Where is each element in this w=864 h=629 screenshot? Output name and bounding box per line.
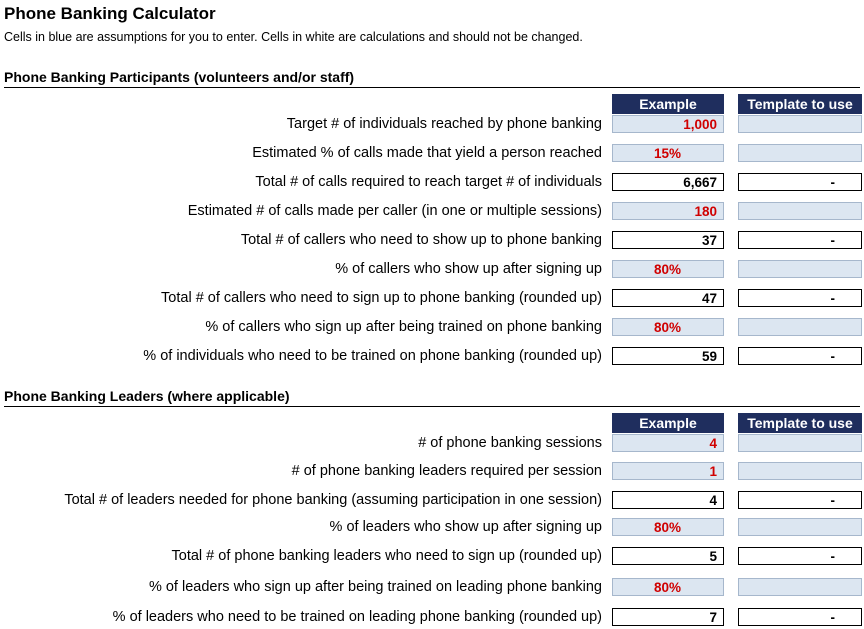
template-calc-cell: -: [738, 231, 862, 249]
template-input-cell[interactable]: [738, 260, 862, 278]
row-label: % of leaders who sign up after being trained on leading phone banking: [148, 579, 602, 595]
example-column-header: Example: [612, 413, 724, 433]
template-calc-cell: -: [738, 289, 862, 307]
example-input-cell[interactable]: 80%: [612, 260, 724, 278]
leaders-heading: Phone Banking Leaders (where applicable): [4, 387, 860, 407]
example-calc-cell: 4: [612, 491, 724, 509]
page-title: Phone Banking Calculator: [4, 4, 216, 23]
row-label: % of leaders who show up after signing up: [329, 519, 602, 535]
template-input-cell[interactable]: [738, 578, 862, 596]
example-calc-cell: 47: [612, 289, 724, 307]
example-input-cell[interactable]: 80%: [612, 318, 724, 336]
example-input-cell[interactable]: 1,000: [612, 115, 724, 133]
example-calc-cell: 37: [612, 231, 724, 249]
row-label: Target # of individuals reached by phone banking: [286, 116, 602, 132]
example-input-cell[interactable]: 4: [612, 434, 724, 452]
example-calc-cell: 6,667: [612, 173, 724, 191]
row-label: Estimated # of calls made per caller (in one or multiple sessions): [187, 203, 602, 219]
template-column-header: Template to use: [738, 94, 862, 114]
template-input-cell[interactable]: [738, 462, 862, 480]
template-calc-cell: -: [738, 608, 862, 626]
template-column-header: Template to use: [738, 413, 862, 433]
row-label: # of phone banking sessions: [418, 435, 602, 451]
row-label: % of callers who show up after signing up: [335, 261, 602, 277]
template-input-cell[interactable]: [738, 318, 862, 336]
template-calc-cell: -: [738, 547, 862, 565]
example-input-cell[interactable]: 180: [612, 202, 724, 220]
instructions-text: Cells in blue are assumptions for you to enter. Cells in white are calculations and should not be changed.: [4, 30, 583, 44]
example-column-header: Example: [612, 94, 724, 114]
row-label: Total # of callers who need to show up to phone banking: [240, 232, 602, 248]
template-calc-cell: -: [738, 347, 862, 365]
row-label: % of leaders who need to be trained on leading phone banking (rounded up): [112, 609, 602, 625]
template-input-cell[interactable]: [738, 115, 862, 133]
template-input-cell[interactable]: [738, 434, 862, 452]
row-label: % of individuals who need to be trained on phone banking (rounded up): [143, 348, 602, 364]
row-label: # of phone banking leaders required per session: [291, 463, 602, 479]
example-input-cell[interactable]: 1: [612, 462, 724, 480]
template-input-cell[interactable]: [738, 518, 862, 536]
template-input-cell[interactable]: [738, 202, 862, 220]
example-input-cell[interactable]: 80%: [612, 578, 724, 596]
example-input-cell[interactable]: 80%: [612, 518, 724, 536]
example-calc-cell: 5: [612, 547, 724, 565]
row-label: % of callers who sign up after being trained on phone banking: [205, 319, 602, 335]
row-label: Estimated % of calls made that yield a person reached: [252, 145, 602, 161]
row-label: Total # of leaders needed for phone banking (assuming participation in one session): [64, 492, 602, 508]
row-label: Total # of phone banking leaders who need to sign up (rounded up): [171, 548, 602, 564]
example-calc-cell: 7: [612, 608, 724, 626]
row-label: Total # of callers who need to sign up to phone banking (rounded up): [161, 290, 602, 306]
template-calc-cell: -: [738, 173, 862, 191]
example-input-cell[interactable]: 15%: [612, 144, 724, 162]
template-input-cell[interactable]: [738, 144, 862, 162]
template-calc-cell: -: [738, 491, 862, 509]
row-label: Total # of calls required to reach target # of individuals: [255, 174, 602, 190]
participants-heading: Phone Banking Participants (volunteers and/or staff): [4, 68, 860, 88]
example-calc-cell: 59: [612, 347, 724, 365]
